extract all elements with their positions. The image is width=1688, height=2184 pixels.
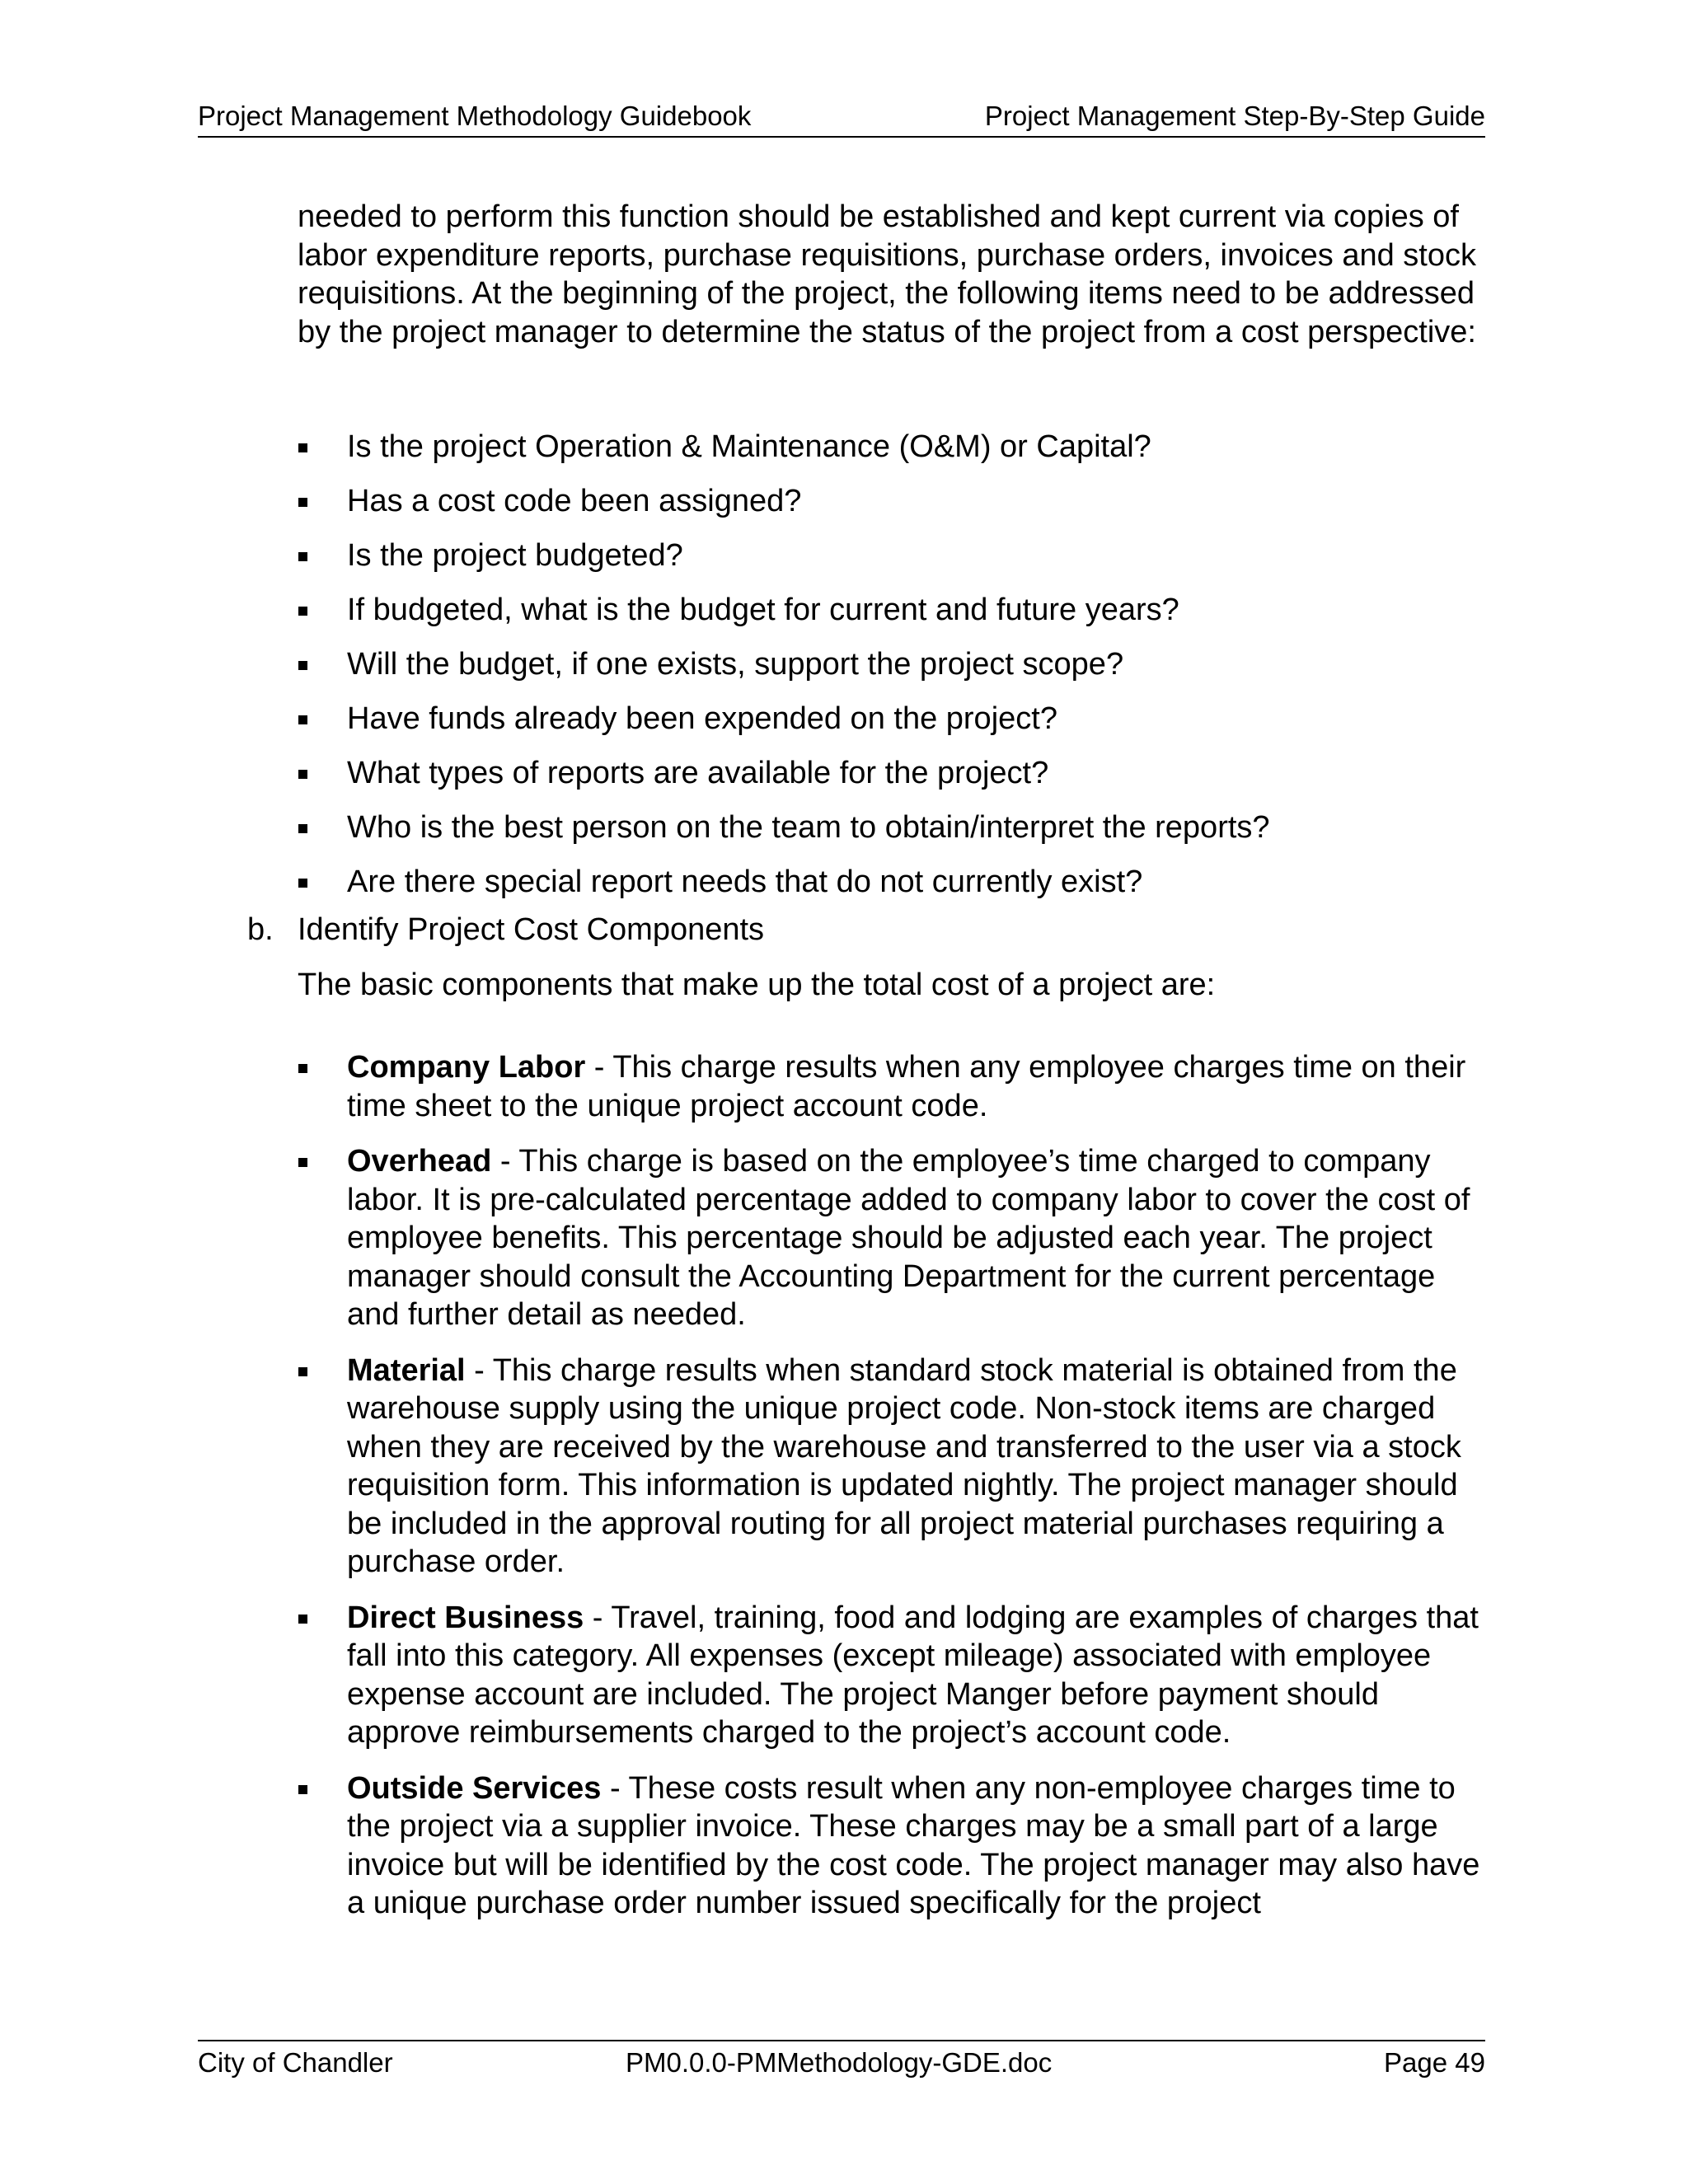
component-description: - This charge is based on the employee’s time charged to company labor. It is pre-calculated percentage added to company labor to cover the cost of employee benefits. This percentage should be adjusted each year. The project manager should consult the Accounting Department for the current percentage and further detail as needed.: [347, 1144, 1470, 1332]
square-bullet-icon: [298, 879, 307, 888]
footer-organization: City of Chandler: [198, 2047, 393, 2078]
component-term: Outside Services: [347, 1770, 602, 1806]
page-footer: [198, 2040, 1485, 2083]
question-item: [298, 537, 1493, 575]
square-bullet-icon: [298, 1615, 307, 1624]
question-text: What types of reports are available for the project?: [347, 756, 1049, 790]
component-item: [298, 1769, 1493, 1923]
question-text: Is the project budgeted?: [347, 538, 683, 573]
square-bullet-icon: [298, 443, 307, 452]
question-item: [298, 863, 1493, 902]
question-text: If budgeted, what is the budget for current and future years?: [347, 593, 1179, 627]
component-description: - These costs result when any non-employee charges time to the project via a supplier invoice. These charges may be a small part of a large invoice but will be identified by the cost code. The project manager may also have a unique purchase order number issued specifically for the project: [347, 1770, 1480, 1920]
header-left-title: Project Management Methodology Guidebook: [198, 101, 752, 131]
square-bullet-icon: [298, 1064, 307, 1073]
cost-component-list: [298, 1048, 1493, 1940]
question-item: [298, 591, 1493, 630]
question-text: Will the budget, if one exists, support the project scope?: [347, 647, 1124, 682]
component-term: Direct Business: [347, 1600, 584, 1635]
component-term: Material: [347, 1352, 466, 1388]
square-bullet-icon: [298, 498, 307, 507]
footer-page-number: Page 49: [1384, 2047, 1485, 2078]
question-item: [298, 700, 1493, 738]
footer-filename: PM0.0.0-PMMethodology-GDE.doc: [626, 2047, 1053, 2078]
question-item: [298, 808, 1493, 847]
square-bullet-icon: [298, 715, 307, 724]
component-term: Overhead: [347, 1144, 492, 1179]
square-bullet-icon: [298, 552, 307, 561]
section-b-heading: [247, 911, 764, 949]
status-question-list: [298, 428, 1493, 917]
question-text: Have funds already been expended on the project?: [347, 701, 1057, 736]
square-bullet-icon: [298, 1785, 307, 1794]
component-description: - This charge results when any employee charges time on their time sheet to the unique project account code.: [347, 1050, 1466, 1123]
square-bullet-icon: [298, 770, 307, 779]
component-item: [298, 1599, 1493, 1752]
question-text: Is the project Operation & Maintenance (O&M) or Capital?: [347, 429, 1151, 464]
question-item: [298, 428, 1493, 466]
question-item: [298, 482, 1493, 521]
component-item: [298, 1142, 1493, 1334]
component-description: - This charge results when standard stock material is obtained from the warehouse supply using the unique project code. Non-stock items are charged when they are received by the warehouse and transferred to the user via a stock requisition form. This information is updated nightly. The project manager should be included in the approval routing for all project material purchases requiring a purchase order.: [347, 1352, 1461, 1579]
square-bullet-icon: [298, 824, 307, 833]
square-bullet-icon: [298, 1367, 307, 1376]
header-right-title: Project Management Step-By-Step Guide: [984, 101, 1485, 131]
square-bullet-icon: [298, 661, 307, 670]
component-item: [298, 1048, 1493, 1125]
components-intro: The basic components that make up the total cost of a project are:: [298, 968, 1216, 1002]
intro-paragraph: needed to perform this function should be established and kept current via copies of labor expenditure reports, purchase requisitions, purchase orders, invoices and stock requisitions. At the beginning of the project, the following items need to be addressed by the project manager to determine the status of the project from a cost perspective:: [298, 199, 1476, 349]
question-text: Has a cost code been assigned?: [347, 484, 802, 518]
page-header: [198, 96, 1485, 138]
component-item: [298, 1352, 1493, 1582]
question-item: [298, 645, 1493, 684]
section-b-marker: b.: [247, 912, 274, 947]
component-term: Company Labor: [347, 1050, 586, 1085]
section-b-title: Identify Project Cost Components: [298, 912, 765, 947]
question-text: Who is the best person on the team to obtain/interpret the reports?: [347, 810, 1270, 845]
component-description: - Travel, training, food and lodging are examples of charges that fall into this category. All expenses (except mileage) associated with employee expense account are included. The project Manger before payment should approve reimbursements charged to the project’s account code.: [347, 1600, 1479, 1750]
square-bullet-icon: [298, 1158, 307, 1167]
square-bullet-icon: [298, 607, 307, 616]
question-text: Are there special report needs that do not currently exist?: [347, 865, 1143, 899]
question-item: [298, 754, 1493, 793]
